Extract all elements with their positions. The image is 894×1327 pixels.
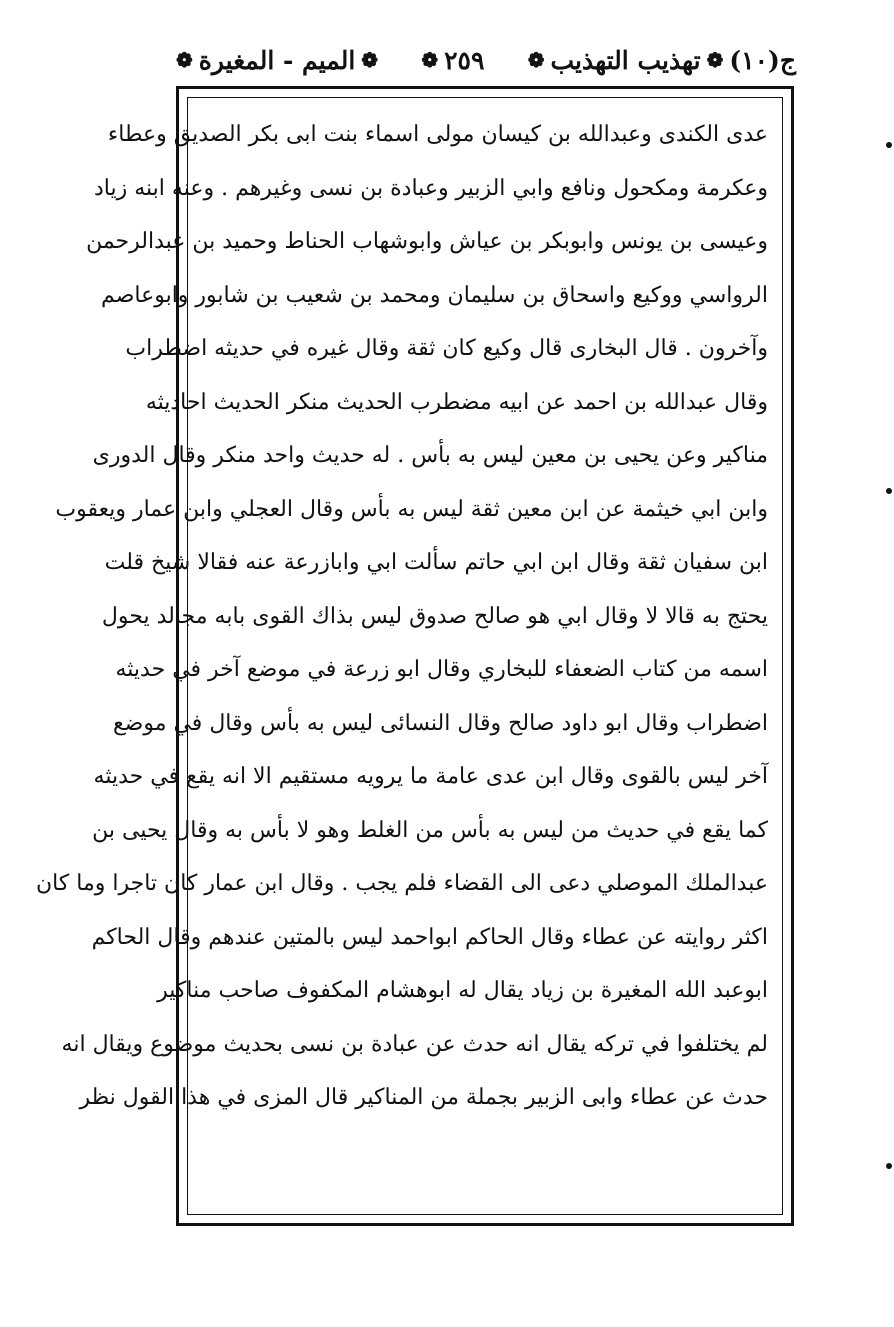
margin-dot (886, 488, 892, 494)
text-line: وابن ابي خيثمة عن ابن معين ثقة ليس به بأس وقال العجلي وابن عمار ويعقوب (55, 496, 768, 522)
text-line: الرواسي ووكيع واسحاق بن سليمان ومحمد بن شعيب بن شابور وابوعاصم (101, 282, 768, 308)
text-line: عدى الكندى وعبدالله بن كيسان مولى اسماء بنت ابى بكر الصديق وعطاء (107, 122, 768, 147)
text-line: وعيسى بن يونس وابوبكر بن عياش وابوشهاب الحناط وحميد بن عبدالرحمن (86, 229, 768, 254)
text-frame (35, 86, 794, 1226)
text-line: اكثر روايته عن عطاء وقال الحاكم ابواحمد ليس بالمتين عندهم وقال الحاكم (91, 924, 768, 950)
body-text (35, 108, 768, 1125)
text-line: ابن سفيان ثقة وقال ابن ابي حاتم سألت ابي وابازرعة عنه فقالا شيخ قلت (104, 550, 768, 575)
header-right-group (528, 46, 796, 75)
text-line: عبدالملك الموصلي دعى الى القضاء فلم يجب . وقال ابن عمار كان تاجرا وما كان (35, 871, 768, 896)
text-line: وآخرون . قال البخارى قال وكيع كان ثقة وقال غيره في حديثه اضطراب (125, 336, 768, 361)
text-line: اضطراب وقال ابو داود صالح وقال النسائى ليس به بأس وقال في موضع (112, 710, 768, 736)
text-line: يحتج به قالا لا وقال ابي هو صالح صدوق ليس بذاك القوى بابه مجالد يحول (101, 603, 768, 629)
text-line: حدث عن عطاء وابى الزبير بجملة من المناكير قال المزى في هذا القول نظر (79, 1085, 768, 1110)
header-left-group (176, 46, 378, 75)
margin-dot (886, 1163, 892, 1169)
ornament-icon: ❁ (706, 48, 724, 72)
text-line: وعكرمة ومكحول ونافع وابي الزبير وعبادة بن نسى وغيرهم . وعنه ابنه زياد (94, 175, 768, 201)
text-line: ابوعبد الله المغيرة بن زياد يقال له ابوهشام المكفوف صاحب مناكير (157, 978, 768, 1003)
volume-number: ج(١٠) (729, 45, 796, 75)
book-title: تهذيب التهذيب (550, 45, 701, 75)
text-line: كما يقع في حديث من ليس به بأس من الغلط وهو لا بأس به وقال يحيى بن (92, 817, 768, 843)
inner-rule (35, 97, 783, 1215)
section-title: الميم - المغيرة (198, 45, 356, 75)
text-line: لم يختلفوا في تركه يقال انه حدث عن عبادة بن نسى بحديث موضوع ويقال انه (61, 1031, 768, 1057)
ornament-icon: ❁ (527, 48, 545, 72)
header-center-group (421, 46, 484, 75)
text-line: وقال عبدالله بن احمد عن ابيه مضطرب الحديث منكر الحديث احاديثه (145, 389, 768, 415)
ornament-icon: ❁ (421, 48, 439, 72)
text-line: اسمه من كتاب الضعفاء للبخاري وقال ابو زرعة في موضع آخر في حديثه (115, 657, 768, 682)
ornament-icon: ❁ (176, 48, 193, 72)
text-line: آخر ليس بالقوى وقال ابن عدى عامة ما يرويه مستقيم الا انه يقع في حديثه (93, 764, 768, 789)
page-number: ٢٥٩ (444, 45, 485, 75)
text-line: مناكير وعن يحيى بن معين ليس به بأس . له حديث واحد منكر وقال الدورى (92, 443, 768, 468)
running-header (176, 38, 796, 82)
ornament-icon: ❁ (361, 48, 379, 72)
margin-dot (886, 142, 892, 148)
